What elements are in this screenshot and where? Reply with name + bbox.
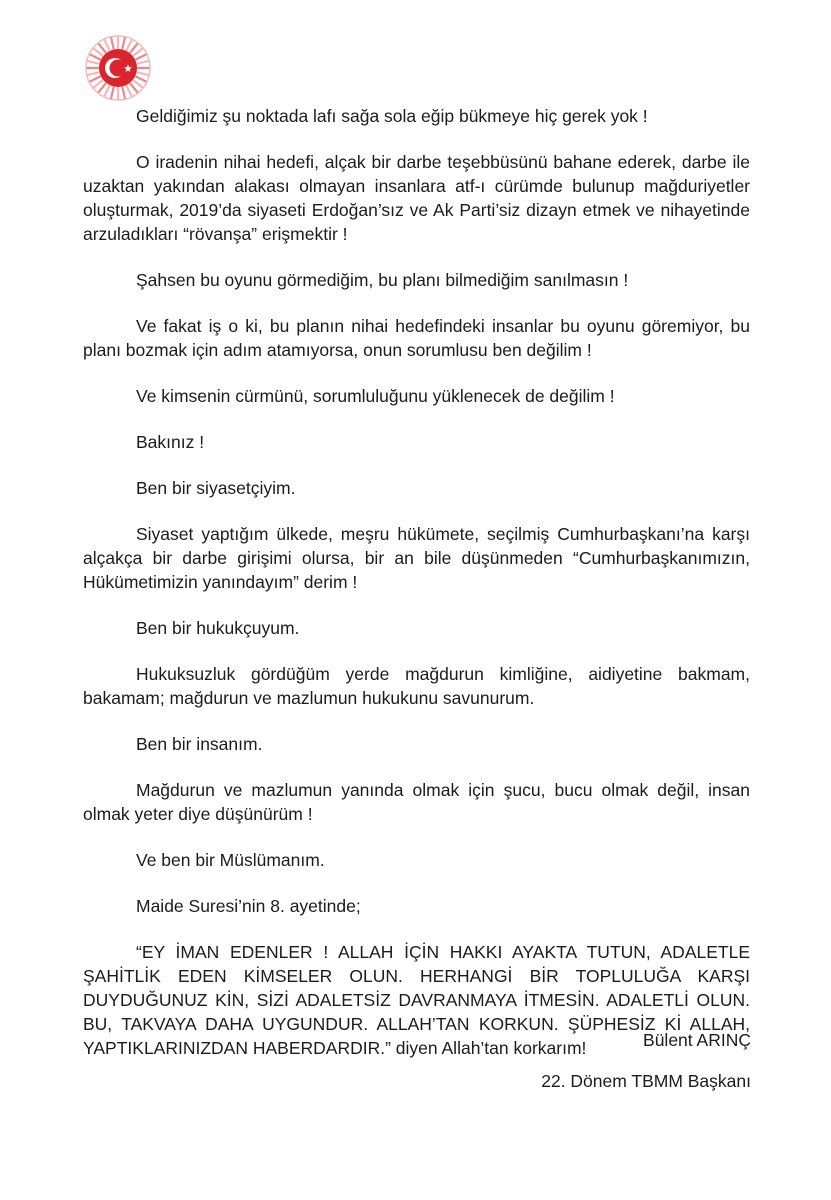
paragraph-11: Ben bir insanım. xyxy=(136,734,263,754)
paragraph-6: Bakınız ! xyxy=(136,432,205,452)
paragraph-5: Ve kimsenin cürmünü, sorumluluğunu yüklenecek de değilim ! xyxy=(136,386,615,406)
signature-title: 22. Dönem TBMM Başkanı xyxy=(541,1071,751,1091)
paragraph-8: Siyaset yaptığım ülkede, meşru hükümete, seçilmiş Cumhurbaşkanı’na karşı alçakça bir darbe girişimi olursa, bir an bile düşünmeden “Cumhurbaşkanımızın, Hükümetimizin yanındayım” derim ! xyxy=(83,524,750,592)
paragraph-7: Ben bir siyasetçiyim. xyxy=(136,478,296,498)
paragraph-1: Geldiğimiz şu noktada lafı sağa sola eğip bükmeye hiç gerek yok ! xyxy=(136,106,648,126)
paragraph-2: O iradenin nihai hedefi, alçak bir darbe teşebbüsünü bahane ederek, darbe ile uzaktan yakından alakası olmayan insanlara atf-ı cürümde bulunup mağduriyetler oluşturmak, 2019’da siyaseti Erdoğan’sız ve Ak Parti’siz dizayn etmek ve nihayetinde arzuladıkları “rövanşa” erişmektir ! xyxy=(83,152,750,244)
paragraph-3: Şahsen bu oyunu görmediğim, bu planı bilmediğim sanılmasın ! xyxy=(136,270,629,290)
paragraph-10: Hukuksuzluk gördüğüm yerde mağdurun kimliğine, aidiyetine bakmam, bakamam; mağdurun ve mazlumun hukukunu savunurum. xyxy=(83,664,750,708)
quote-paragraph: “EY İMAN EDENLER ! ALLAH İÇİN HAKKI AYAKTA TUTUN, ADALETLE ŞAHİTLİK EDEN KİMSELER OLUN. HERHANGİ BİR TOPLULUĞA KARŞI DUYDUĞUNUZ KİN, SİZİ ADALETSİZ DAVRANMAYA İTMESİN. ADALETLİ OLUN. BU, TAKVAYA DAHA UYGUNDUR. ALLAH’TAN KORKUN. ŞÜPHESİZ Kİ ALLAH, YAPTIKLARINIZDAN HABERDARDIR.” diyen Allah’tan korkarım! xyxy=(83,942,750,1058)
signature-name: Bülent ARINÇ xyxy=(643,1030,751,1050)
paragraph-14: Maide Suresi’nin 8. ayetinde; xyxy=(136,896,361,916)
paragraph-4: Ve fakat iş o ki, bu planın nihai hedefindeki insanlar bu oyunu göremiyor, bu planı bozmak için adım atamıyorsa, onun sorumlusu ben değilim ! xyxy=(83,316,750,360)
paragraph-13: Ve ben bir Müslümanım. xyxy=(136,850,325,870)
tbmm-emblem-icon xyxy=(84,34,152,102)
paragraph-12: Mağdurun ve mazlumun yanında olmak için şucu, bucu olmak değil, insan olmak yeter diye düşünürüm ! xyxy=(83,780,750,824)
paragraph-9: Ben bir hukukçuyum. xyxy=(136,618,300,638)
letter-body xyxy=(83,104,750,1082)
